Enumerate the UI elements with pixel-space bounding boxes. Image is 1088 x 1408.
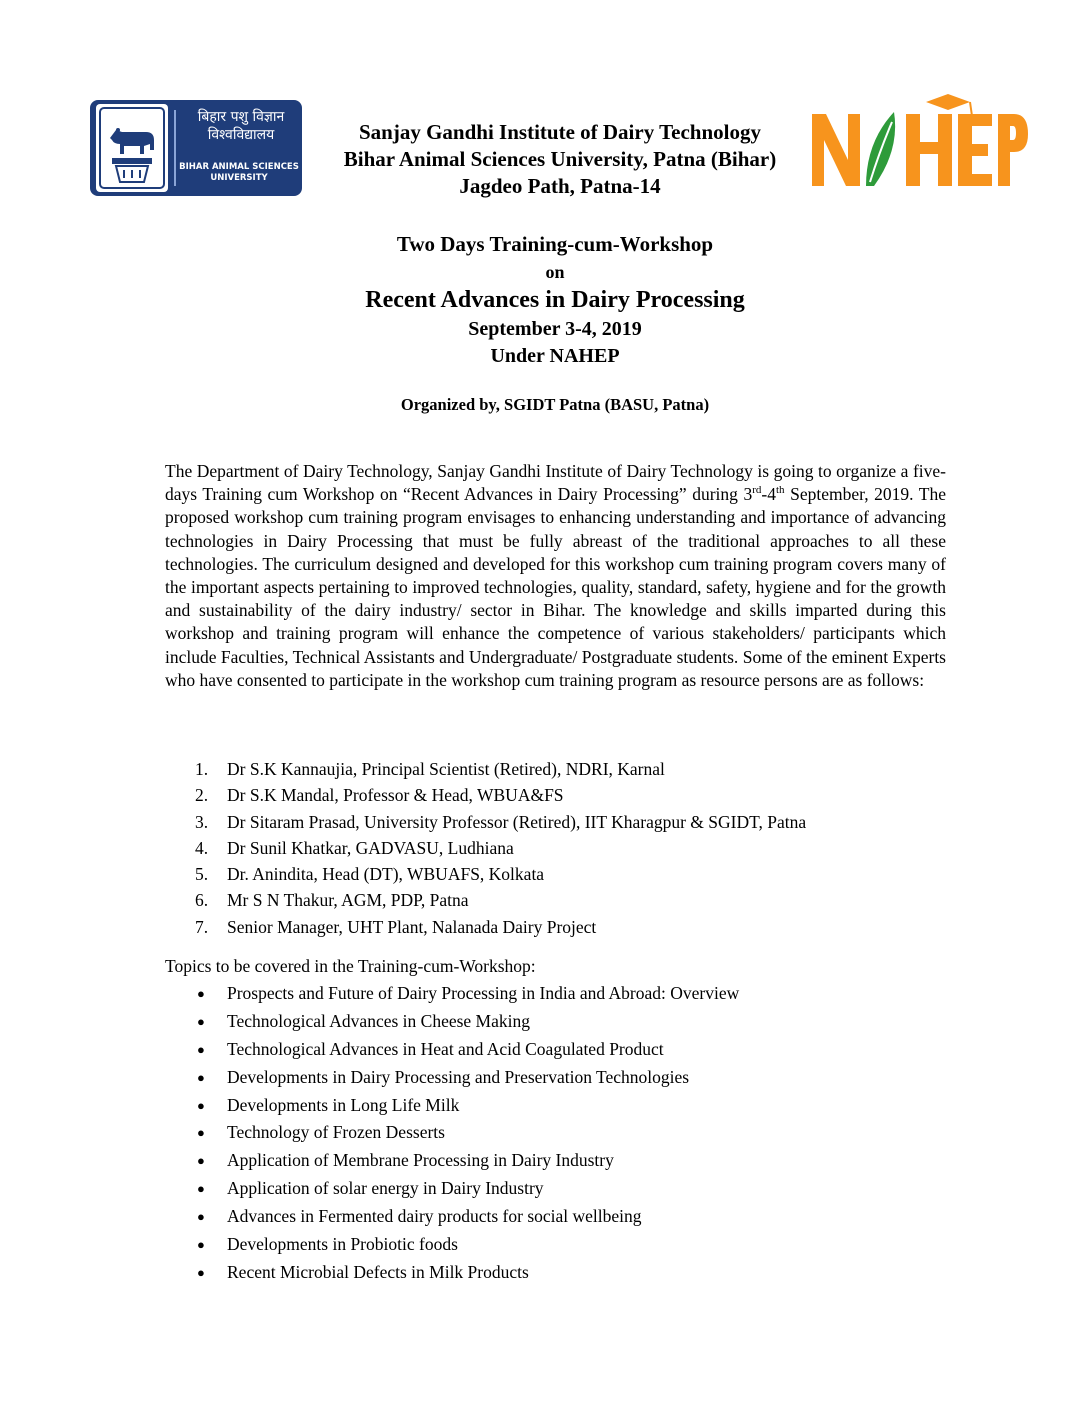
basu-hindi-line1: बिहार पशु विज्ञान xyxy=(197,109,285,125)
bullet-icon: ● xyxy=(197,1264,205,1280)
basu-hindi-line2: विश्वविद्यालय xyxy=(207,127,275,143)
topic-text: Application of solar energy in Dairy Industry xyxy=(227,1178,544,1199)
topic-text: Application of Membrane Processing in Dairy Industry xyxy=(227,1150,614,1171)
basu-english-name xyxy=(178,162,300,184)
bullet-icon: ● xyxy=(197,1153,205,1169)
expert-name: Dr S.K Mandal, Professor & Head, WBUA&FS xyxy=(227,785,564,806)
intro-text-2: -4 xyxy=(761,484,776,505)
list-number: 2. xyxy=(195,785,209,806)
bullet-icon: ● xyxy=(197,1069,205,1085)
event-organizer: Organized by, SGIDT Patna (BASU, Patna) xyxy=(400,395,710,414)
list-number: 5. xyxy=(195,864,209,885)
list-number: 6. xyxy=(195,890,209,911)
topic-text: Technological Advances in Heat and Acid Coagulated Product xyxy=(227,1038,664,1059)
basu-english-line1: BIHAR ANIMAL SCIENCES xyxy=(179,162,299,172)
intro-paragraph xyxy=(165,460,946,692)
topic-text: Advances in Fermented dairy products for social wellbeing xyxy=(227,1206,642,1227)
topics-heading: Topics to be covered in the Training-cum-Workshop: xyxy=(165,956,536,976)
expert-name: Dr Sunil Khatkar, GADVASU, Ludhiana xyxy=(227,837,514,858)
bullet-icon: ● xyxy=(197,1013,205,1029)
topic-text: Technology of Frozen Desserts xyxy=(227,1122,445,1143)
institute-name: Sanjay Gandhi Institute of Dairy Technology xyxy=(359,120,761,144)
event-program: Under NAHEP xyxy=(490,345,620,367)
basu-english-line2: UNIVERSITY xyxy=(210,173,268,183)
topic-text: Technological Advances in Cheese Making xyxy=(227,1010,530,1031)
list-number: 3. xyxy=(195,811,209,832)
list-number: 4. xyxy=(195,837,209,858)
university-name: Bihar Animal Sciences University, Patna (Bihar) xyxy=(343,147,777,171)
intro-sup-1: rd xyxy=(752,484,762,497)
expert-name: Senior Manager, UHT Plant, Nalanada Dairy Project xyxy=(227,916,597,937)
bullet-icon: ● xyxy=(197,1097,205,1113)
intro-sup-2: th xyxy=(775,484,785,497)
basu-logo xyxy=(90,100,302,196)
event-dates: September 3-4, 2019 xyxy=(468,318,642,340)
expert-name: Dr. Anindita, Head (DT), WBUAFS, Kolkata xyxy=(227,864,545,885)
intro-text-3: September, 2019. The proposed workshop cum training program envisages to enhancing understanding and importance of advancing technologies in Dairy Processing that must be fully abreast of the traditional approaches to all these technologies. The curriculum designed and developed for this workshop cum training program covers many of the important aspects pertaining to improved technologies, quality, standard, safety, hygiene and for the growth and sustainability of the dairy industry/ sector in Bihar. The knowledge and skills imparted during this workshop and training program will enhance the competence of various stakeholders/ participants which include Faculties, Technical Assistants and Undergraduate/ Postgraduate students. Some of the eminent Experts who have consented to participate in the workshop cum training program as resource persons are as follows: xyxy=(165,484,946,690)
cow-emblem-icon xyxy=(96,104,168,192)
expert-name: Mr S N Thakur, AGM, PDP, Patna xyxy=(227,890,469,911)
expert-name: Dr S.K Kannaujia, Principal Scientist (Retired), NDRI, Karnal xyxy=(227,759,665,779)
topic-text: Developments in Long Life Milk xyxy=(227,1094,460,1115)
list-number: 7. xyxy=(195,916,209,937)
bullet-icon: ● xyxy=(197,1041,205,1057)
bullet-icon: ● xyxy=(197,1125,205,1141)
topic-text: Developments in Probiotic foods xyxy=(227,1234,458,1255)
expert-name: Dr Sitaram Prasad, University Professor (Retired), IIT Kharagpur & SGIDT, Patna xyxy=(227,811,807,832)
nahep-logo xyxy=(808,90,1030,190)
bullet-icon: ● xyxy=(197,986,205,1001)
event-title: Recent Advances in Dairy Processing xyxy=(365,287,745,313)
logo-divider xyxy=(174,110,176,186)
bullet-icon: ● xyxy=(197,1181,205,1197)
bullet-icon: ● xyxy=(197,1237,205,1253)
topic-text: Prospects and Future of Dairy Processing in India and Abroad: Overview xyxy=(227,983,740,1003)
bullet-icon: ● xyxy=(197,1209,205,1225)
intro-text-1: The Department of Dairy Technology, Sanjay Gandhi Institute of Dairy Technology is going to organize a five-days Training cum Workshop on “Recent Advances in Dairy Processing” during 3 xyxy=(165,461,946,505)
event-type: Two Days Training-cum-Workshop xyxy=(396,232,714,256)
event-connector: on xyxy=(545,262,565,282)
topic-text: Developments in Dairy Processing and Preservation Technologies xyxy=(227,1066,690,1087)
basu-hindi-name xyxy=(186,108,296,144)
institute-address: Jagdeo Path, Patna-14 xyxy=(459,174,661,198)
list-number: 1. xyxy=(195,759,209,779)
topic-text: Recent Microbial Defects in Milk Products xyxy=(227,1261,529,1282)
